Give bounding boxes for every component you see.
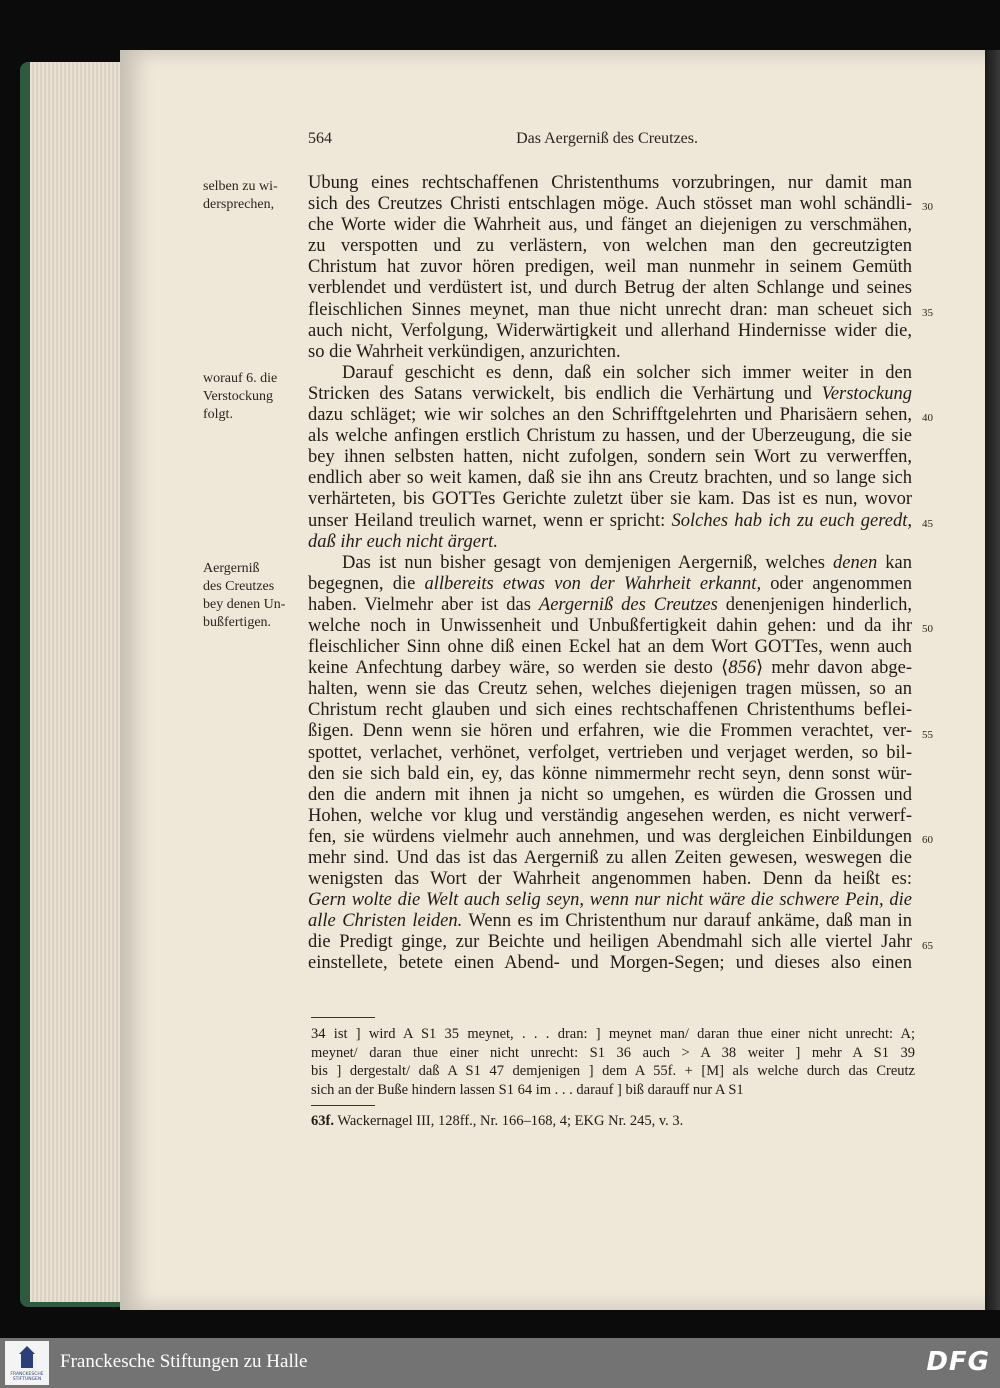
text-segment: welche noch in Unwissenheit und Unbußfertigkeit dahin gehen: und da ihr (308, 615, 912, 636)
margin-note-line: dersprechen, (203, 197, 275, 212)
text-segment: so die Wahrheit verkündigen, anzurichten. (308, 341, 621, 362)
margin-note-line: bußfertigen. (203, 615, 272, 630)
text-line (308, 426, 912, 447)
text-line (308, 532, 912, 553)
text-line (308, 911, 912, 932)
text-segment: Darauf geschicht es denn, daß ein solcher sich immer weiter in den (342, 362, 912, 383)
text-line (308, 342, 912, 363)
text-segment: unser Heiland treulich warnet, wenn er spricht: (308, 510, 672, 531)
text-line (308, 553, 912, 574)
text-segment: haben. Vielmehr aber ist das (308, 594, 539, 615)
text-segment: oder angenommen (761, 573, 912, 594)
text-segment: che Worte wider die Wahrheit aus, und fänget an diejenigen zu verschmähen, (308, 215, 912, 236)
text-segment: verhärteten, bis GOTTes Gerichte zuletzt über sie kam. Das ist es nun, wovor (308, 489, 912, 510)
text-segment: ⟩ mehr davon abge- (756, 658, 912, 679)
text-segment: den die andern mit ihnen ja nicht so umgehen, es würden die Grossen und (308, 784, 912, 805)
italic-segment: Solches hab ich zu euch geredt, (671, 510, 912, 531)
text-line (308, 173, 912, 194)
main-text (308, 173, 912, 975)
critical-apparatus (311, 1025, 915, 1099)
text-segment: Das ist nun bisher gesagt von demjenigen Aergerniß, welches (342, 552, 834, 573)
text-line (308, 721, 912, 742)
apparatus-line: 34 ist ] wird A S1 35 meynet, . . . dran: ] meynet man/ daran thue einer nicht unrecht: A; (311, 1026, 915, 1042)
text-line (308, 236, 912, 257)
commentary (311, 1113, 915, 1130)
text-line (308, 363, 912, 384)
text-line (308, 321, 912, 342)
text-line (308, 384, 912, 405)
text-line (308, 953, 912, 974)
text-segment: Christum recht glauben und sich eines rechtschaffenen Christenthums beflei- (308, 700, 912, 721)
text-segment: die Predigt ginge, zur Beichte und heiligen Abendmahl sich alle viertel Jahr (308, 932, 912, 953)
text-segment: verblendet und verdüstert ist, und durch Betrug der alten Schlange und seines (308, 278, 912, 299)
text-segment: den sie sich bald ein, ey, das könne nimmermehr recht seyn, denn sonst wür- (308, 763, 912, 784)
margin-note-line: Aergerniß (203, 561, 260, 576)
text-line (308, 658, 912, 679)
page-gutter-shadow (985, 50, 1000, 1310)
text-line (308, 511, 912, 532)
text-segment: endlich aber so weit kamen, daß sie ihn ans Creutz brachten, und so lange sich (308, 468, 912, 489)
margin-note-line: Verstockung (203, 389, 273, 404)
text-segment: Stricken des Satans verwickelt, bis endlich die Verhärtung und (308, 383, 822, 404)
margin-note (203, 560, 285, 632)
text-segment: fleischlicher Sinn ohne diß einen Eckel hat an dem Wort GOTTes, wenn auch (308, 637, 912, 658)
line-number: 50 (922, 623, 933, 636)
line-number: 55 (922, 728, 933, 741)
commentary-rule (311, 1105, 375, 1106)
text-segment: keine Anfechtung darbey wäre, so werden sie desto ⟨ (308, 658, 729, 679)
apparatus-line: meynet/ daran thue einer nicht unrecht: S1 36 auch > A 38 weiter ] mehr A S1 39 (311, 1044, 915, 1061)
italic-segment: Gern wolte die Welt auch selig seyn, wenn nur nicht wäre die schwere Pein, die (308, 890, 912, 911)
text-line (308, 300, 912, 321)
margin-note-line: selben zu wi- (203, 179, 278, 194)
text-line (308, 447, 912, 468)
italic-segment: daß ihr euch nicht ärgert. (308, 531, 498, 552)
text-line (308, 785, 912, 806)
apparatus-rule (311, 1017, 375, 1018)
dfg-logo[interactable]: DFG (926, 1347, 990, 1377)
italic-segment: alle Christen leiden. (308, 911, 463, 932)
line-number: 60 (922, 834, 933, 847)
text-segment: auch nicht, Verfolgung, Widerwärtigkeit und allerhand Hindernisse wider die, (308, 320, 912, 341)
text-line (308, 194, 912, 215)
text-line (308, 489, 912, 510)
italic-segment: Verstockung (821, 383, 912, 404)
text-segment: ßigen. Denn wenn sie hören und erfahren, wie die Frommen verachtet, ver- (308, 721, 912, 742)
text-line (308, 932, 912, 953)
text-segment: als welche anfingen erstlich Christum zu hassen, und der Uberzeugung, die sie (308, 426, 912, 447)
text-line (308, 637, 912, 658)
commentary-ref: 63f. (311, 1113, 334, 1129)
text-segment: sich des Creutzes Christi entschlagen möge. Auch stösset man wohl schändli- (308, 194, 912, 215)
text-segment: bey ihnen selbsten hatten, nicht zufolgen, sondern sein Wort zu verwerffen, (308, 447, 912, 468)
text-segment: denenjenigen hinderlich, (717, 594, 912, 615)
text-segment: Hohen, welche vor klug und verständig angesehen werden, es nicht verwerf- (308, 805, 912, 826)
margin-note-line: folgt. (203, 407, 233, 422)
text-segment: Christum hat zuvor hören predigen, weil man nunmehr in seinem Gemüth (308, 257, 912, 278)
text-line (308, 405, 912, 426)
text-segment: wenigsten das Wort der Wahrheit angenommen haben. Denn da heißt es: (308, 869, 912, 890)
line-number: 45 (922, 517, 933, 530)
text-line (308, 827, 912, 848)
margin-note-line: des Creutzes (203, 579, 275, 594)
text-line (308, 679, 912, 700)
text-line (308, 743, 912, 764)
apparatus-line: sich an der Buße hindern lassen S1 64 im . . . darauf ] biß darauff nur A S1 (311, 1081, 744, 1098)
text-segment: fen, sie würdens vielmehr auch annehmen, und was dergleichen Einbildungen (308, 826, 912, 847)
margin-note (203, 370, 277, 424)
text-line (308, 869, 912, 890)
text-segment: kan (877, 552, 912, 573)
text-segment: spottet, verlachet, verhönet, verfolget, vertrieben und verjaget werden, so bil- (308, 742, 912, 763)
margin-note-line: bey denen Un- (203, 597, 286, 612)
text-segment: fleischlichen Sinnes meynet, man thue nicht unrecht dran: man scheuet sich (308, 299, 912, 320)
text-line (308, 806, 912, 827)
text-line (308, 700, 912, 721)
text-segment: mehr sind. Und das ist das Aergerniß zu allen Zeiten gewesen, weswegen die (308, 848, 912, 868)
text-segment: Ubung eines rechtschaffenen Christenthums vorzubringen, nur damit man (308, 173, 912, 193)
margin-note-line: worauf 6. die (203, 371, 278, 386)
text-line (308, 848, 912, 869)
text-segment: Wenn es im Christenthum nur darauf ankäme, daß man in (462, 911, 912, 932)
text-line (308, 616, 912, 637)
line-number: 40 (922, 412, 933, 425)
page-number: 564 (308, 130, 332, 147)
line-number: 65 (922, 939, 933, 952)
commentary-text: Wackernagel III, 128ff., Nr. 166–168, 4; EKG Nr. 245, v. 3. (333, 1113, 684, 1129)
text-segment: dazu schläget; wie wir solches an den Schrifftgelehrten und Pharisäern sehen, (308, 405, 912, 426)
institution-logo[interactable] (5, 1341, 49, 1385)
line-number: 30 (922, 201, 933, 214)
building-icon (17, 1346, 37, 1370)
italic-segment: 856 (728, 658, 756, 679)
italic-segment: Aergerniß des Creutzes (538, 594, 718, 615)
italic-segment: allbereits etwas von der Wahrheit erkannt, (424, 573, 762, 594)
text-line (308, 468, 912, 489)
institution-name[interactable]: Franckesche Stiftungen zu Halle (60, 1351, 308, 1372)
italic-segment: denen (833, 552, 878, 573)
margin-note (203, 178, 278, 214)
apparatus-line: bis ] dergestalt/ daß A S1 47 demjenigen ] dem A 55f. + [M] als welche durch das Creutz (311, 1063, 915, 1079)
text-segment: einstellete, betete einen Abend- und Morgen-Segen; und dieses also einen (308, 953, 912, 974)
footer-bar (0, 1338, 1000, 1388)
text-line (308, 257, 912, 278)
running-title: Das Aergerniß des Creutzes. (516, 130, 698, 147)
text-line (308, 764, 912, 785)
text-line (308, 890, 912, 911)
line-number: 35 (922, 306, 933, 319)
page-header (308, 130, 913, 158)
text-line (308, 215, 912, 236)
text-line (308, 574, 912, 595)
text-segment: zu verspotten und zu verlästern, von welchen man den gecreutzigten (308, 236, 912, 257)
text-line (308, 595, 912, 616)
text-line (308, 278, 912, 299)
text-segment: halten, wenn sie das Creutz sehen, welches diejenigen tragen müssen, so an (308, 679, 912, 700)
logo-text: FRANCKESCHE STIFTUNGEN (10, 1372, 44, 1382)
text-segment: begegnen, die (308, 573, 425, 594)
